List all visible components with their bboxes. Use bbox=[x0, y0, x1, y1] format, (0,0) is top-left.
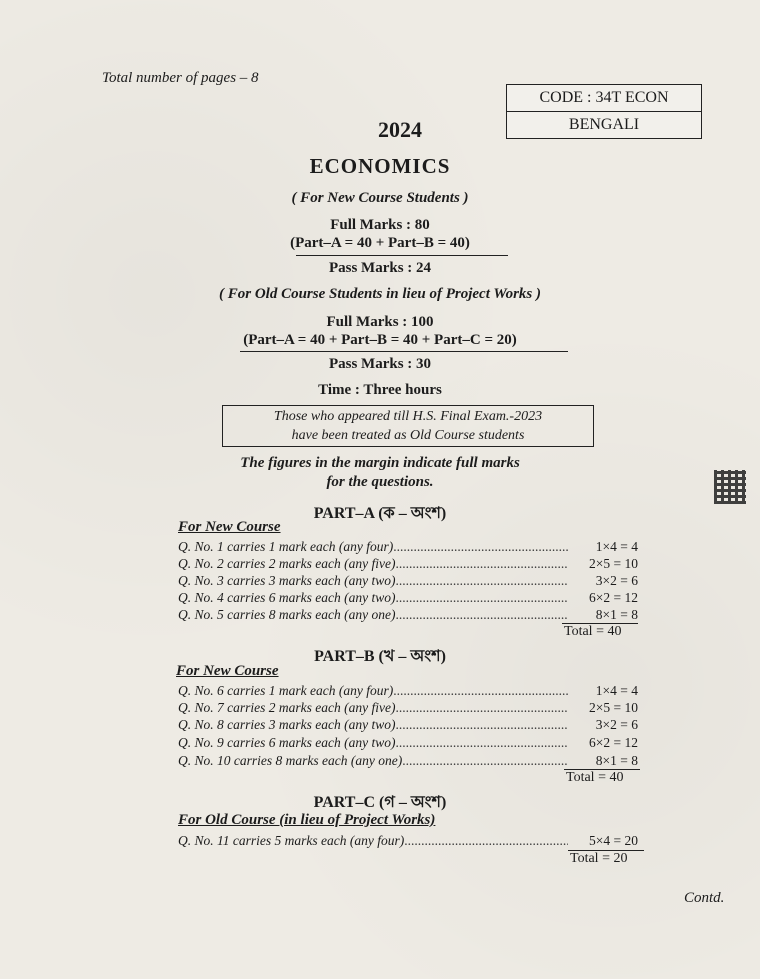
marks-row: Q. No. 1 carries 1 mark each (any four) ..... 1×4 = 4 bbox=[178, 539, 638, 557]
part-a-course: For New Course bbox=[178, 519, 281, 535]
marks-row: Q. No. 9 carries 6 marks each (any two) ..... 6×2 = 12 bbox=[178, 735, 638, 753]
part-c-title: PART–C (গ – অংশ) bbox=[313, 794, 447, 811]
part-a-total: Total = 40 bbox=[564, 624, 622, 639]
marks-row: Q. No. 10 carries 8 marks each (any one) ..... 8×1 = 8 bbox=[178, 753, 638, 771]
marks-row: Q. No. 7 carries 2 marks each (any five) ..... 2×5 = 10 bbox=[178, 700, 638, 718]
part-c-course: For Old Course (in lieu of Project Works) bbox=[178, 812, 436, 828]
old-full-marks: Full Marks : 100 bbox=[326, 314, 434, 330]
old-course-note bbox=[222, 405, 594, 447]
new-course-label: ( For New Course Students ) bbox=[291, 190, 469, 206]
continued-label: Contd. bbox=[684, 890, 725, 906]
total-pages: Total number of pages – 8 bbox=[102, 70, 259, 86]
marks-row: Q. No. 8 carries 3 marks each (any two) ..... 3×2 = 6 bbox=[178, 717, 638, 735]
new-full-marks: Full Marks : 80 bbox=[330, 217, 430, 233]
divider bbox=[240, 351, 568, 352]
marks-row: Q. No. 4 carries 6 marks each (any two) ..... 6×2 = 12 bbox=[178, 590, 638, 608]
marks-row: Q. No. 5 carries 8 marks each (any one) ..... 8×1 = 8 bbox=[178, 607, 638, 625]
old-pass-marks: Pass Marks : 30 bbox=[328, 356, 432, 372]
subject-title: ECONOMICS bbox=[309, 154, 451, 178]
part-b-total: Total = 40 bbox=[566, 770, 624, 785]
instruction-line-2: for the questions. bbox=[326, 474, 434, 490]
divider bbox=[296, 255, 508, 256]
part-b-course: For New Course bbox=[176, 663, 279, 679]
note-line-2: have been treated as Old Course students bbox=[291, 428, 525, 443]
qr-code-icon bbox=[714, 470, 746, 504]
old-marks-split: (Part–A = 40 + Part–B = 40 + Part–C = 20) bbox=[243, 332, 517, 348]
marks-row: Q. No. 11 carries 5 marks each (any four) ..... 5×4 = 20 bbox=[178, 833, 638, 851]
new-pass-marks: Pass Marks : 24 bbox=[328, 260, 432, 276]
exam-year: 2024 bbox=[378, 117, 422, 142]
subject-code: CODE : 34T ECON bbox=[507, 85, 701, 112]
language-label: BENGALI bbox=[568, 116, 640, 133]
old-course-label: ( For Old Course Students in lieu of Project Works ) bbox=[219, 286, 541, 302]
marks-row: Q. No. 2 carries 2 marks each (any five) ..... 2×5 = 10 bbox=[178, 556, 638, 574]
note-line-1: Those who appeared till H.S. Final Exam.-2023 bbox=[273, 409, 543, 424]
code-box bbox=[506, 84, 702, 139]
marks-row: Q. No. 3 carries 3 marks each (any two) ..... 3×2 = 6 bbox=[178, 573, 638, 591]
part-c-total: Total = 20 bbox=[570, 851, 628, 866]
part-a-title: PART–A (ক – অংশ) bbox=[313, 505, 447, 522]
exam-time: Time : Three hours bbox=[318, 382, 442, 398]
new-marks-split: (Part–A = 40 + Part–B = 40) bbox=[290, 235, 470, 251]
part-b-title: PART–B (খ – অংশ) bbox=[314, 648, 446, 665]
marks-row: Q. No. 6 carries 1 mark each (any four) ..... 1×4 = 4 bbox=[178, 683, 638, 701]
instruction-line-1: The figures in the margin indicate full marks bbox=[240, 455, 520, 471]
